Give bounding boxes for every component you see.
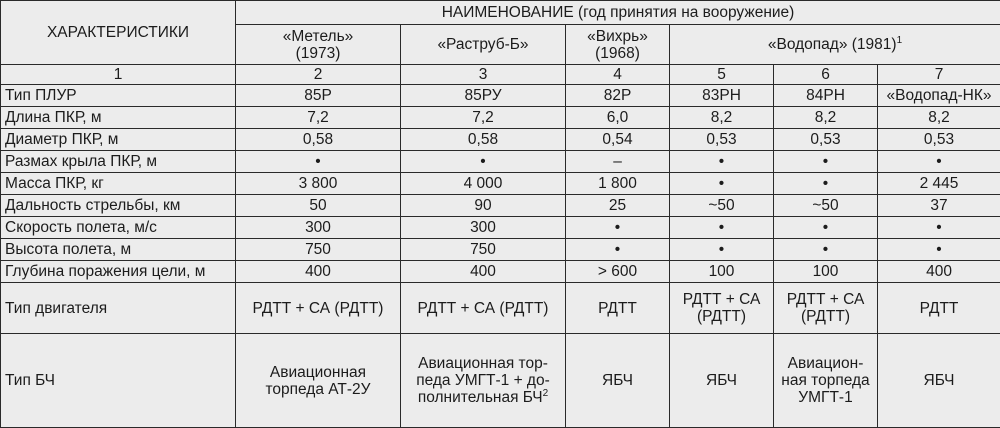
- table-row: [1, 151, 1000, 173]
- cell: •: [566, 239, 670, 261]
- row-label: Тип БЧ: [1, 334, 236, 428]
- row-label: Размах крыла ПКР, м: [1, 151, 236, 173]
- cell: 3 800: [236, 173, 401, 195]
- system-header-vikhr: «Вихрь» (1968): [566, 25, 670, 65]
- row-label: Длина ПКР, м: [1, 107, 236, 129]
- cell: «Водопад-НК»: [878, 85, 1000, 107]
- col-number-5: 5: [670, 65, 774, 85]
- cell: •: [670, 239, 774, 261]
- cell: 8,2: [878, 107, 1000, 129]
- cell: •: [878, 239, 1000, 261]
- table-row: [1, 217, 1000, 239]
- cell: 300: [236, 217, 401, 239]
- cell: •: [670, 217, 774, 239]
- table-row: [1, 239, 1000, 261]
- row-label: Тип ПЛУР: [1, 85, 236, 107]
- system-header-vodopad: [670, 25, 1000, 65]
- cell: 1 800: [566, 173, 670, 195]
- cell: ЯБЧ: [566, 334, 670, 428]
- table-row: [1, 173, 1000, 195]
- vodopad-title: «Водопад» (1981): [768, 36, 897, 53]
- col-number-1: 1: [1, 65, 236, 85]
- cell: ~50: [774, 195, 878, 217]
- cell: –: [566, 151, 670, 173]
- col-number-7: 7: [878, 65, 1000, 85]
- table-row: [1, 195, 1000, 217]
- warhead-row: [1, 334, 1000, 428]
- cell: ~50: [670, 195, 774, 217]
- cell: 300: [401, 217, 566, 239]
- cell: 750: [401, 239, 566, 261]
- cell: РДТТ + СА (РДТТ): [236, 283, 401, 334]
- cell: РДТТ + СА (РДТТ): [670, 283, 774, 334]
- cell: •: [774, 151, 878, 173]
- cell: > 600: [566, 261, 670, 283]
- cell: 7,2: [236, 107, 401, 129]
- row-label: Дальность стрельбы, км: [1, 195, 236, 217]
- cell: ЯБЧ: [670, 334, 774, 428]
- cell: 400: [401, 261, 566, 283]
- cell: 25: [566, 195, 670, 217]
- cell: 100: [670, 261, 774, 283]
- table-row: [1, 85, 1000, 107]
- cell: 84РН: [774, 85, 878, 107]
- col-number-3: 3: [401, 65, 566, 85]
- row-label: Диаметр ПКР, м: [1, 129, 236, 151]
- col-number-2: 2: [236, 65, 401, 85]
- cell: 4 000: [401, 173, 566, 195]
- cell: РДТТ + СА (РДТТ): [401, 283, 566, 334]
- cell: 82Р: [566, 85, 670, 107]
- table-row: [1, 129, 1000, 151]
- row-label: Масса ПКР, кг: [1, 173, 236, 195]
- cell: 7,2: [401, 107, 566, 129]
- cell: РДТТ: [566, 283, 670, 334]
- cell: 0,53: [774, 129, 878, 151]
- cell: •: [401, 151, 566, 173]
- cell: 0,54: [566, 129, 670, 151]
- cell: 90: [401, 195, 566, 217]
- cell: 0,58: [236, 129, 401, 151]
- cell: 8,2: [774, 107, 878, 129]
- cell: •: [774, 173, 878, 195]
- cell: 100: [774, 261, 878, 283]
- cell: Авиацион- ная торпеда УМГТ-1: [774, 334, 878, 428]
- cell: 85РУ: [401, 85, 566, 107]
- footnote-marker-2: 2: [543, 388, 549, 399]
- cell: Авиационная торпеда АТ-2У: [236, 334, 401, 428]
- cell: РДТТ: [878, 283, 1000, 334]
- footnote-marker-1: 1: [897, 35, 903, 46]
- cell: 85Р: [236, 85, 401, 107]
- col-number-4: 4: [566, 65, 670, 85]
- cell: ЯБЧ: [878, 334, 1000, 428]
- cell: [401, 334, 566, 428]
- row-label: Высота полета, м: [1, 239, 236, 261]
- cell: 750: [236, 239, 401, 261]
- row-label: Тип двигателя: [1, 283, 236, 334]
- cell: •: [566, 217, 670, 239]
- cell: 0,58: [401, 129, 566, 151]
- cell: •: [774, 217, 878, 239]
- characteristics-header: ХАРАКТЕРИСТИКИ: [1, 1, 236, 65]
- cell: 50: [236, 195, 401, 217]
- engine-row: [1, 283, 1000, 334]
- table-row: [1, 261, 1000, 283]
- table-row: [1, 107, 1000, 129]
- cell: 83РН: [670, 85, 774, 107]
- system-header-rastrub: «Раструб-Б»: [401, 25, 566, 65]
- cell: 400: [236, 261, 401, 283]
- cell: •: [236, 151, 401, 173]
- cell: 6,0: [566, 107, 670, 129]
- system-header-metel: «Метель» (1973): [236, 25, 401, 65]
- row-label: Скорость полета, м/с: [1, 217, 236, 239]
- warhead-text: Авиационная тор- педа УМГТ-1 + до- полнительная БЧ: [416, 355, 550, 406]
- cell: 400: [878, 261, 1000, 283]
- cell: 0,53: [878, 129, 1000, 151]
- cell: РДТТ + СА (РДТТ): [774, 283, 878, 334]
- cell: •: [670, 173, 774, 195]
- cell: •: [878, 217, 1000, 239]
- row-label: Глубина поражения цели, м: [1, 261, 236, 283]
- cell: 37: [878, 195, 1000, 217]
- cell: •: [774, 239, 878, 261]
- cell: •: [670, 151, 774, 173]
- cell: •: [878, 151, 1000, 173]
- name-group-header: НАИМЕНОВАНИЕ (год принятия на вооружение): [236, 1, 1000, 25]
- cell: 0,53: [670, 129, 774, 151]
- cell: 8,2: [670, 107, 774, 129]
- col-number-6: 6: [774, 65, 878, 85]
- cell: 2 445: [878, 173, 1000, 195]
